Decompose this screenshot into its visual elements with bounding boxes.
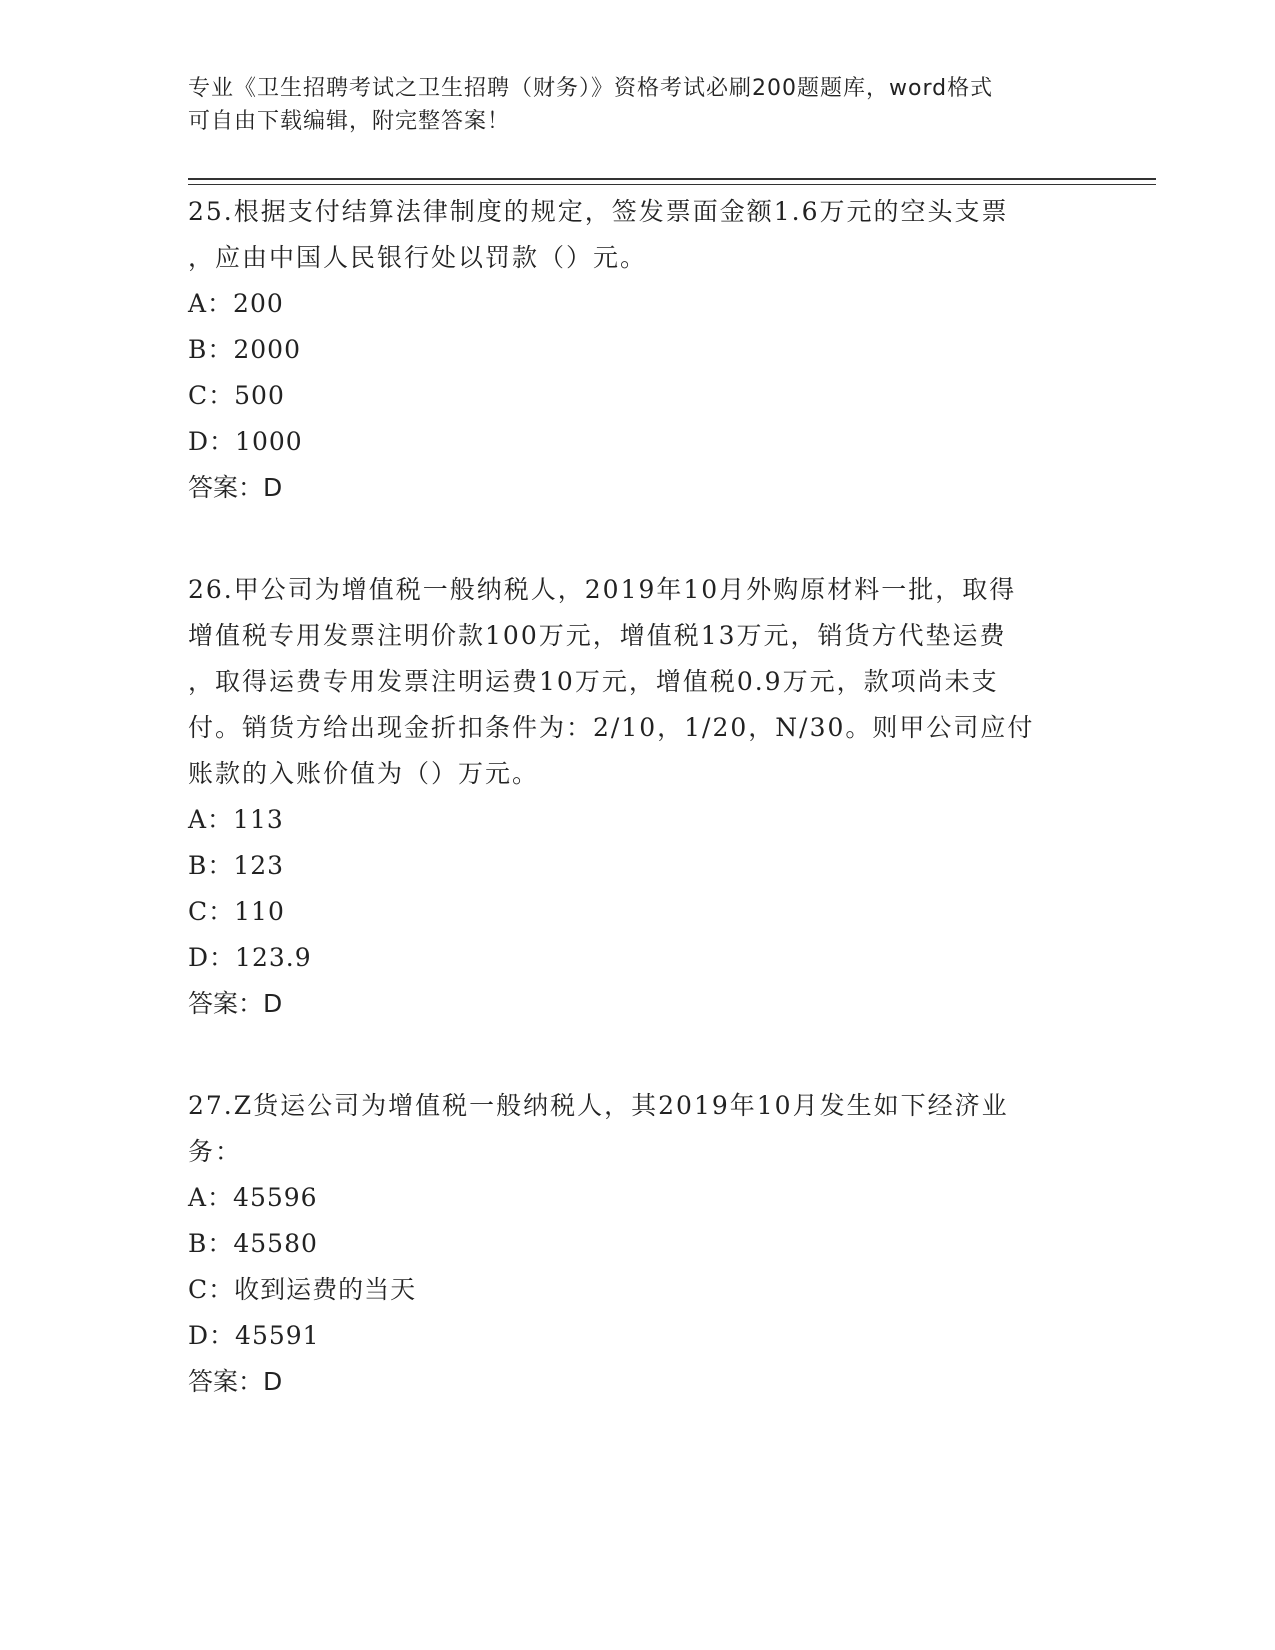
question-spacer <box>188 1027 1088 1083</box>
option-d: D：1000 <box>188 427 303 456</box>
question-27 <box>188 1083 1088 1405</box>
question-text-line: 27.Z货运公司为增值税一般纳税人，其2019年10月发生如下经济业 <box>188 1091 1009 1120</box>
option-c: C：500 <box>188 381 285 410</box>
option-b: B：123 <box>188 851 285 880</box>
question-text-line: 务： <box>188 1137 243 1166</box>
option-d: D：123.9 <box>188 943 312 972</box>
question-spacer <box>188 511 1088 567</box>
question-text-line: 增值税专用发票注明价款100万元，增值税13万元，销货方代垫运费 <box>188 621 1007 650</box>
question-26 <box>188 567 1088 1027</box>
question-text <box>188 1083 1088 1175</box>
option-a: A：113 <box>188 805 284 834</box>
option-c: C：110 <box>188 897 285 926</box>
option-c: C：收到运费的当天 <box>188 1275 417 1304</box>
option-a: A：45596 <box>188 1183 318 1212</box>
option-b: B：2000 <box>188 335 301 364</box>
question-text-line: 26.甲公司为增值税一般纳税人，2019年10月外购原材料一批，取得 <box>188 575 1017 604</box>
answer-label: 答案：D <box>188 1367 283 1396</box>
header-divider-thin <box>188 184 1156 185</box>
header-line-2: 可自由下载编辑，附完整答案！ <box>188 109 511 134</box>
question-text-line: 付。销货方给出现金折扣条件为：2/10，1/20，N/30。则甲公司应付 <box>188 713 1035 742</box>
question-text <box>188 567 1088 797</box>
header-line-1: 专业《卫生招聘考试之卫生招聘（财务）》资格考试必刷200题题库，word格式 <box>188 76 994 101</box>
header-divider-thick <box>188 178 1156 180</box>
question-text-line: 25.根据支付结算法律制度的规定，签发票面金额1.6万元的空头支票 <box>188 197 1009 226</box>
question-text-line: ，应由中国人民银行处以罚款（）元。 <box>188 243 648 272</box>
option-b: B：45580 <box>188 1229 318 1258</box>
option-d: D：45591 <box>188 1321 320 1350</box>
option-a: A：200 <box>188 289 284 318</box>
document-header <box>188 72 1088 138</box>
answer-label: 答案：D <box>188 989 283 1018</box>
question-text <box>188 189 1088 281</box>
question-list <box>188 189 1088 1405</box>
answer-label: 答案：D <box>188 473 283 502</box>
question-text-line: 账款的入账价值为（）万元。 <box>188 759 540 788</box>
question-25 <box>188 189 1088 511</box>
question-text-line: ，取得运费专用发票注明运费10万元，增值税0.9万元，款项尚未支 <box>188 667 999 696</box>
